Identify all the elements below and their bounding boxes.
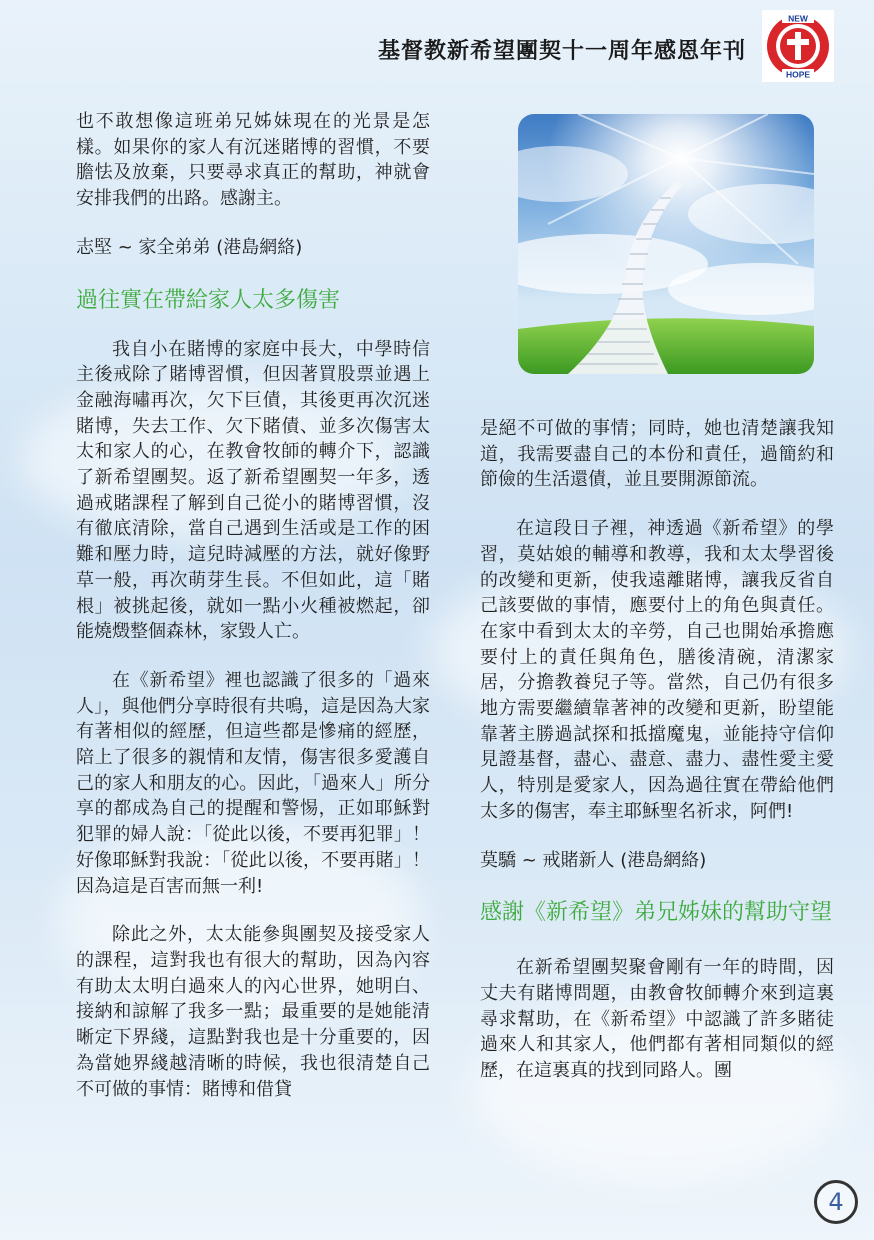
page-number: 4 bbox=[814, 1180, 858, 1224]
logo-text-hope: HOPE bbox=[785, 69, 811, 80]
logo-text-new: NEW bbox=[788, 13, 808, 24]
body-paragraph: 除此之外，太太能參與團契及接受家人的課程，這對我也有很大的幫助，因為內容有助太太明白過來人的內心世界，她明白、接納和諒解了我多一點；最重要的是她能清晰定下界綫，這點對我也是十分重要的，因為當她界綫越清晰的時候，我也很清楚自己不可做的事情：賭博和借貸 bbox=[76, 924, 430, 1100]
body-paragraph: 在《新希望》裡也認識了很多的「過來人」，與他們分享時很有共鳴，這是因為大家有著相似的經歷，但這些都是慘痛的經歷，陪上了很多的親情和友情，傷害很多愛護自己的家人和朋友的心。因此，「過來人」所分享的都成為自己的提醒和警惕，正如耶穌對犯罪的婦人說：「從此以後，不要再犯罪」！好像耶穌對我說：「從此以後，不要再賭」！因為這是百害而無一利! bbox=[76, 669, 430, 897]
left-column bbox=[76, 109, 430, 1125]
page-header-title: 基督教新希望團契十一周年感恩年刊 bbox=[377, 38, 746, 64]
new-hope-logo bbox=[762, 10, 834, 82]
right-column bbox=[480, 416, 834, 1107]
stairway-to-heaven-photo bbox=[518, 114, 814, 374]
author-signature: 志堅 ~ 家全弟弟 (港島網絡) bbox=[76, 236, 303, 258]
intro-paragraph: 也不敢想像這班弟兄姊妹現在的光景是怎樣。如果你的家人有沉迷賭博的習慣，不要膽怯及放棄，只要尋求真正的幫助，神就會安排我們的出路。感謝主。 bbox=[76, 111, 430, 210]
section-heading: 過往實在帶給家人太多傷害 bbox=[76, 287, 341, 313]
section-heading: 感謝《新希望》弟兄姊妹的幫助守望 bbox=[480, 900, 833, 926]
photo-illustration bbox=[518, 114, 814, 374]
body-paragraph: 我自小在賭博的家庭中長大，中學時信主後戒除了賭博習慣，但因著買股票並遇上金融海嘯再次，欠下巨債，其後更再次沉迷賭博，失去工作、欠下賭債、並多次傷害太太和家人的心，在教會牧師的轉介下，認識了新希望團契。返了新希望團契一年多，透過戒賭課程了解到自己從小的賭博習慣，沒有徹底清除，當自己遇到生活或是工作的困難和壓力時，這兒時減壓的方法，就好像野草一般，再次萌芽生長。不但如此，這「賭根」被挑起後，就如一點小火種被燃起，卻能燒燬整個森林，家毀人亡。 bbox=[76, 338, 430, 643]
body-paragraph: 在新希望團契聚會剛有一年的時間，因丈夫有賭博問題，由教會牧師轉介來到這裏尋求幫助，在《新希望》中認識了許多賭徒過來人和其家人，他們都有著相同類似的經歷，在這裏真的找到同路人。團 bbox=[480, 957, 834, 1082]
body-paragraph: 是絕不可做的事情；同時，她也清楚讓我知道，我需要盡自己的本份和責任，過簡約和節儉的生活還債，並且要開源節流。 bbox=[480, 418, 834, 491]
body-paragraph: 在這段日子裡，神透過《新希望》的學習，莫姑娘的輔導和教導，我和太太學習後的改變和更新，使我遠離賭博，讓我反省自己該要做的事情，應要付上的角色與責任。在家中看到太太的辛勞，自己也開始承擔應要付上的責任與角色，膳後清碗，清潔家居，分擔教養兒子等。當然，自己仍有很多地方需要繼續靠著神的改變和更新，盼望能靠著主勝過試探和抵擋魔鬼，並能持守信仰見證基督，盡心、盡意、盡力、盡性愛主愛人，特別是愛家人，因為過往實在帶給他們太多的傷害，奉主耶穌聖名祈求，阿們! bbox=[480, 518, 834, 822]
author-signature: 莫驕 ~ 戒賭新人 (港島網絡) bbox=[480, 849, 707, 871]
